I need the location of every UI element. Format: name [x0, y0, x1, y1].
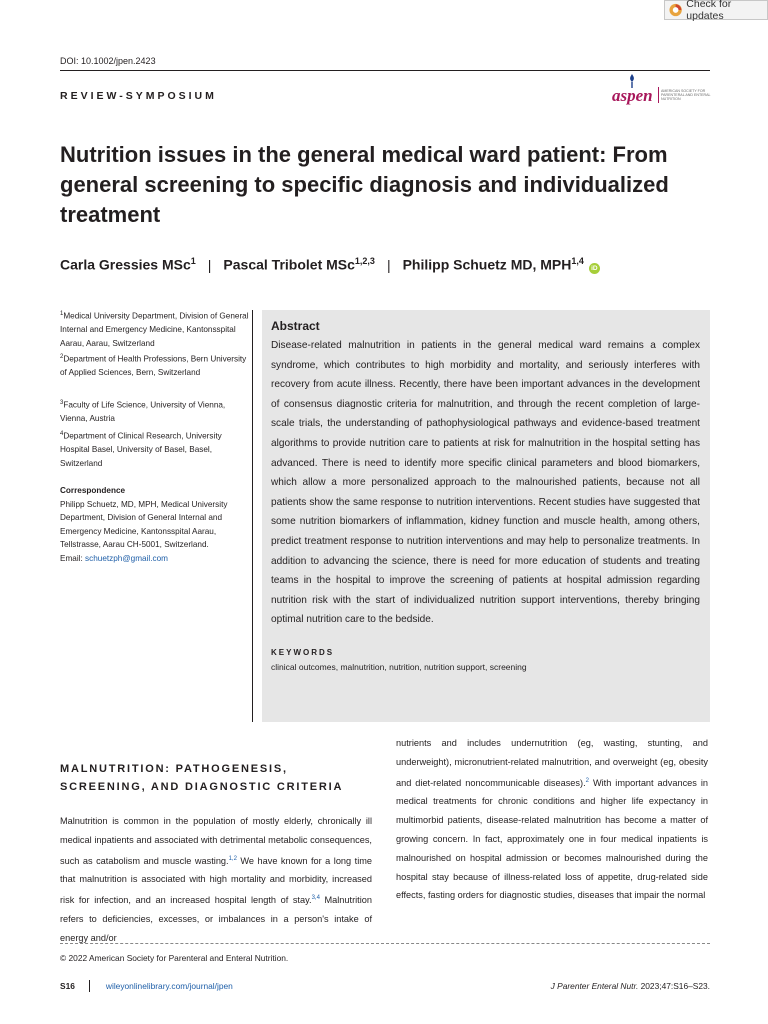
journal-citation: J Parenter Enteral Nutr. 2023;47:S16–S23.: [550, 981, 710, 991]
affiliation: $^2$Department of Health Professions, Bern University of Applied Sciences, Bern, Switzerland: [60, 354, 247, 378]
citation-link[interactable]: 3,4: [311, 895, 320, 902]
body-column-right: [396, 734, 708, 905]
affiliation: $^4$Department of Clinical Research, University Hospital Basel, University of Basel, Basel, Switzerland: [60, 431, 222, 468]
article-title: Nutrition issues in the general medical ward patient: From general screening to specific diagnosis and individualized treatment: [60, 142, 669, 227]
aspen-logo: [612, 72, 712, 112]
page-footer: [60, 980, 710, 992]
affiliation: $^3$Faculty of Life Science, University of Vienna, Vienna, Austria: [60, 400, 226, 424]
author-list: [60, 256, 710, 274]
citation-link[interactable]: 1,2: [228, 855, 237, 862]
footer-divider: [60, 943, 710, 944]
citation-link[interactable]: 2: [585, 777, 589, 784]
author-name[interactable]: Pascal Tribolet MSc$^{1,2,3}$: [223, 256, 375, 273]
body-column-left: [60, 760, 372, 948]
doi[interactable]: DOI: 10.1002/jpen.2423: [60, 56, 156, 66]
abstract-heading: Abstract: [271, 319, 320, 333]
logo-divider: [658, 87, 659, 103]
check-for-updates-button[interactable]: [664, 0, 768, 20]
correspondence-email-line: Email: schuetzph@gmail.com: [60, 553, 168, 563]
page-number: S16: [60, 981, 75, 991]
section-label: REVIEW-SYMPOSIUM: [60, 90, 217, 102]
abstract-panel: [262, 310, 710, 722]
abstract-text: Disease-related malnutrition in patients in the general medical ward remains a complex syndrome, which contributes to high morbidity and mortality, and seriously interferes with recovery from acute illness. Recently, there have been important advances in the development of consensus diagnostic criteria for malnutrition, and through the recent completion of large-scale trials, the understanding of pathophysiological pathways and evidence-based treatment algorithms to provide nutrition care to patients at risk for malnutrition in the hospital setting has advanced. There is need to identify more specific clinical parameters and blood biomarkers, which allow a more personalized approach to the malnourished patients, because not all patients show the same response to nutrition interventions. Recent studies have suggested that some nutrition biomarkers of inflammation, kidney function and muscle health, among others, predict treatment response to nutrition interventions and may help to personalize treatments. In addition to advancing the science, there is need for more education of students and treating teams in the hospital to improve the screening of patients at hospital admission regarding nutrition risk with the start of individualized nutrition support interventions, thereby bringing optimal nutrition care to the bedside.: [271, 340, 700, 626]
body-paragraph: Malnutrition is common in the population of mostly elderly, chronically ill medical inpatients and associated with detrimental metabolic consequences, such as catabolism and muscle wasting.$^{1,2}$ We have known for a long time that malnutrition is associated with high mortality and morbidity, increased risk for infection, and an increased hospital length of stay.$^{3,4}$ Malnutrition refers to deficiencies, excesses, or imbalances in a person's intake of energy and/or: [60, 816, 372, 943]
author-separator: |: [207, 256, 212, 273]
keywords-list: clinical outcomes, malnutrition, nutrition, nutrition support, screening: [271, 661, 527, 672]
footer-separator: [89, 980, 90, 992]
affiliation: $^1$Medical University Department, Division of General Internal and Emergency Medicine, Kantonsspital Aarau, Aarau, Switzerland: [60, 311, 249, 348]
author-separator: |: [386, 256, 391, 273]
author-name[interactable]: Philipp Schuetz MD, MPH$^{1,4}$: [402, 256, 584, 273]
check-for-updates-icon: [669, 3, 682, 17]
correspondence: [60, 484, 250, 565]
header-rule: [60, 70, 710, 71]
orcid-icon[interactable]: iD: [589, 263, 600, 274]
email-link[interactable]: schuetzph@gmail.com: [85, 553, 168, 563]
journal-url-link[interactable]: wileyonlinelibrary.com/journal/jpen: [105, 981, 233, 991]
keywords-heading: KEYWORDS: [271, 647, 335, 657]
correspondence-heading: Correspondence: [60, 486, 126, 495]
abstract-rule: [252, 310, 253, 722]
correspondence-address: Philipp Schuetz, MD, MPH, Medical University Department, Division of General Internal and Emergency Medicine, Kantonsspital Aarau, Tellstrasse, Aarau CH-5001, Switzerland.: [60, 499, 228, 549]
logo-wordmark: aspen: [612, 86, 653, 105]
logo-tagline: AMERICAN SOCIETY FOR PARENTERAL AND ENTERAL NUTRITION: [661, 89, 711, 102]
check-for-updates-label: Check for updates: [686, 0, 732, 22]
author-name[interactable]: Carla Gressies MSc$^1$: [60, 256, 196, 273]
copyright: © 2022 American Society for Parenteral and Enteral Nutrition.: [60, 953, 289, 963]
body-paragraph: nutrients and includes undernutrition (eg, wasting, stunting, and underweight), micronutrient-related malnutrition, and overweight (eg, obesity and diet-related noncommunicable diseases).$^2$ With important advances in medical treatments for chronic conditions and higher life expectancy in multimorbid patients, disease-related malnutrition has become a matter of growing concern. In fact, approximately one in four medical inpatients is malnourished on hospital admission or becomes malnourished during the hospital stay because of illness-related loss of appetite, drug-related side effects, fasting orders for diagnostic studies, diseases that impair the normal: [396, 738, 708, 901]
section-heading: MALNUTRITION: PATHOGENESIS, SCREENING, AND DIAGNOSTIC CRITERIA: [60, 763, 344, 793]
